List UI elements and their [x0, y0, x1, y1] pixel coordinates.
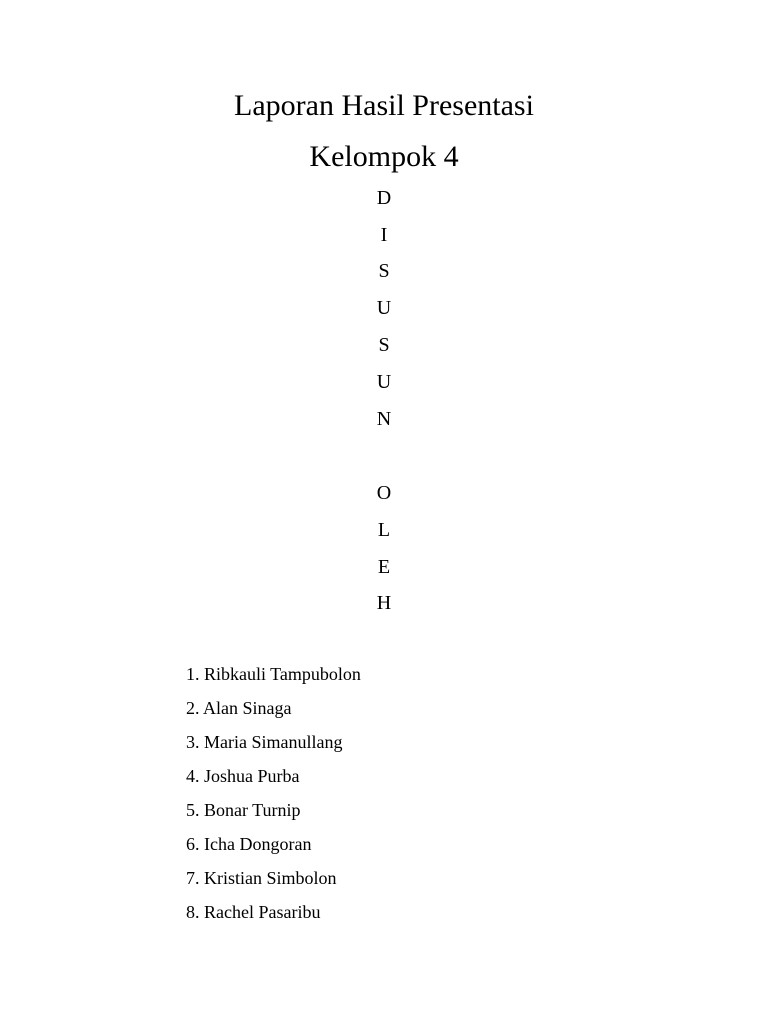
- list-item: 3. Maria Simanullang: [186, 732, 343, 752]
- report-title: Laporan Hasil Presentasi: [234, 89, 534, 122]
- list-item: 6. Icha Dongoran: [186, 834, 312, 854]
- list-item: 8. Rachel Pasaribu: [186, 902, 321, 922]
- disusun-letter: N: [376, 408, 392, 430]
- disusun-letter: I: [380, 224, 388, 246]
- oleh-letter: O: [376, 482, 392, 504]
- disusun-letter: D: [376, 187, 392, 209]
- disusun-letter: U: [376, 371, 392, 393]
- disusun-letter: U: [376, 297, 392, 319]
- disusun-letter: S: [378, 260, 390, 282]
- group-title: Kelompok 4: [309, 140, 459, 173]
- list-item: 4. Joshua Purba: [186, 766, 300, 786]
- oleh-letter: E: [377, 556, 391, 578]
- list-item: 1. Ribkauli Tampubolon: [186, 664, 361, 684]
- member-list: [186, 663, 361, 935]
- oleh-letter: H: [376, 592, 392, 614]
- list-item: 5. Bonar Turnip: [186, 800, 301, 820]
- list-item: 2. Alan Sinaga: [186, 698, 292, 718]
- disusun-letter: S: [378, 334, 390, 356]
- list-item: 7. Kristian Simbolon: [186, 868, 337, 888]
- oleh-letter: L: [377, 519, 391, 541]
